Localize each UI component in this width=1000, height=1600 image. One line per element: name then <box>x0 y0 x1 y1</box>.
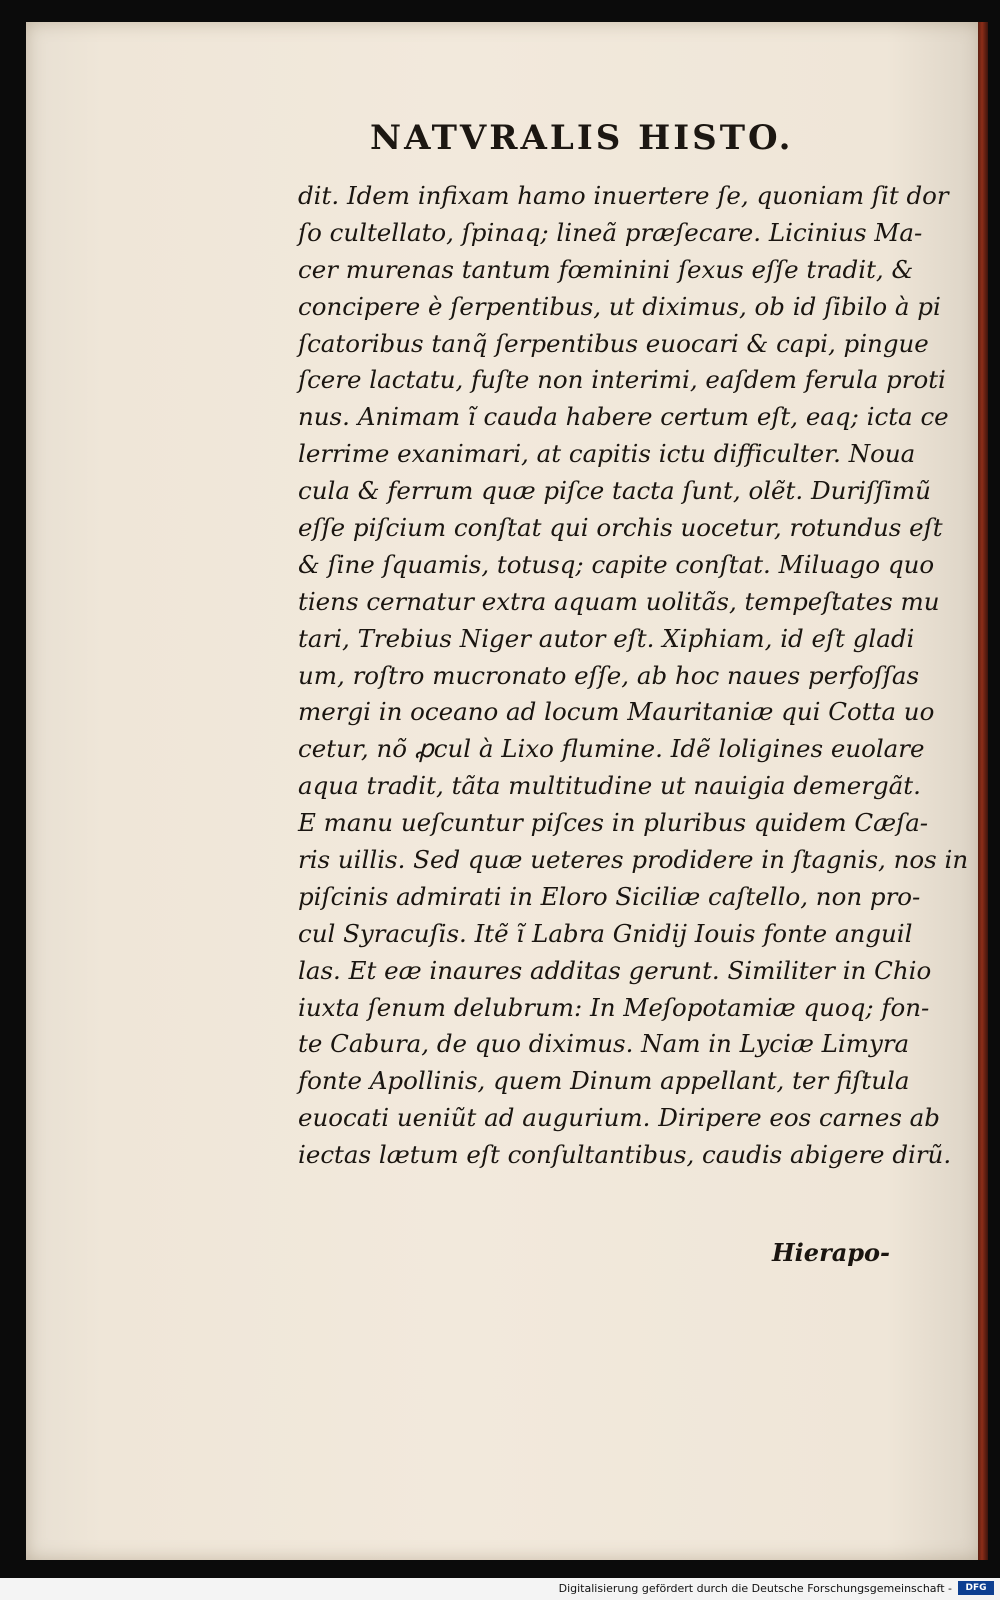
text-line: um, roſtro mucronato eſſe, ab hoc naues perfoſſas <box>298 660 920 690</box>
text-line: tari, Trebius Niger autor eſt. Xiphiam, id eſt gladi <box>298 623 915 653</box>
text-line: euocati ueniũt ad augurium. Diripere eos carnes ab <box>298 1103 940 1133</box>
running-head: NATVRALIS HISTO. <box>370 118 794 158</box>
dfg-logo: DFG <box>958 1581 994 1595</box>
text-line: fonte Apollinis, quem Dinum appellant, ter fiſtula <box>298 1066 910 1096</box>
text-block <box>298 178 969 1174</box>
text-line: cula & ferrum quæ piſce tacta ſunt, olẽt. Duriſſimũ <box>298 476 931 506</box>
text-line: mergi in oceano ad locum Mauritaniæ qui Cotta uo <box>298 697 935 727</box>
text-line: cul Syracuſis. Itẽ ĩ Labra Gnidij Iouis fonte anguil <box>298 918 913 948</box>
text-line: iuxta ſenum delubrum: In Meſopotamiæ quoq; fon- <box>298 992 930 1022</box>
text-line: lerrime exanimari, at capitis ictu difficulter. Noua <box>298 439 916 469</box>
text-line: aqua tradit, tãta multitudine ut nauigia demergãt. <box>298 771 921 801</box>
text-line: ſo cultellato, ſpinaq; lineã præſecare. Licinius Ma- <box>298 217 923 247</box>
text-line: ſcere lactatu, fuſte non interimi, eaſdem ferula proti <box>298 365 946 395</box>
text-line: & ſine ſquamis, totusq; capite conſtat. Miluago quo <box>298 549 935 579</box>
text-line: nus. Animam ĩ cauda habere certum eſt, eaq; icta ce <box>298 402 949 432</box>
funding-credit: Digitalisierung gefördert durch die Deutsche Forschungsgemeinschaft - <box>558 1582 952 1595</box>
text-line: iectas lætum eſt conſultantibus, caudis abigere dirũ. <box>298 1140 952 1170</box>
text-line: tiens cernatur extra aquam uolitãs, tempeſtates mu <box>298 586 940 616</box>
text-line: las. Et eæ inaures additas gerunt. Similiter in Chio <box>298 955 932 985</box>
page-edge <box>978 22 988 1560</box>
text-line: concipere è ſerpentibus, ut diximus, ob id ſibilo à pi <box>298 291 941 321</box>
text-line: cetur, nõ ꝓcul à Lixo flumine. Idẽ loligines euolare <box>298 734 925 764</box>
catchword: Hierapo- <box>772 1238 891 1267</box>
text-line: ſcatoribus tanq̃ ſerpentibus euocari & capi, pingue <box>298 328 929 358</box>
text-line: dit. Idem infixam hamo inuertere ſe, quoniam ſit dor <box>298 181 949 210</box>
text-line: eſſe piſcium conſtat qui orchis uocetur, rotundus eſt <box>298 513 943 543</box>
footer-bar <box>0 1578 1000 1600</box>
text-line: piſcinis admirati in Eloro Siciliæ caſtello, non pro- <box>298 881 921 911</box>
text-line: cer murenas tantum fœminini ſexus eſſe tradit, & <box>298 254 914 284</box>
text-line: E manu ueſcuntur piſces in pluribus quidem Cæſa- <box>298 808 929 838</box>
text-line: te Cabura, de quo diximus. Nam in Lyciæ Limyra <box>298 1029 910 1059</box>
text-line: ris uillis. Sed quæ ueteres prodidere in ſtagnis, nos in <box>298 845 969 875</box>
